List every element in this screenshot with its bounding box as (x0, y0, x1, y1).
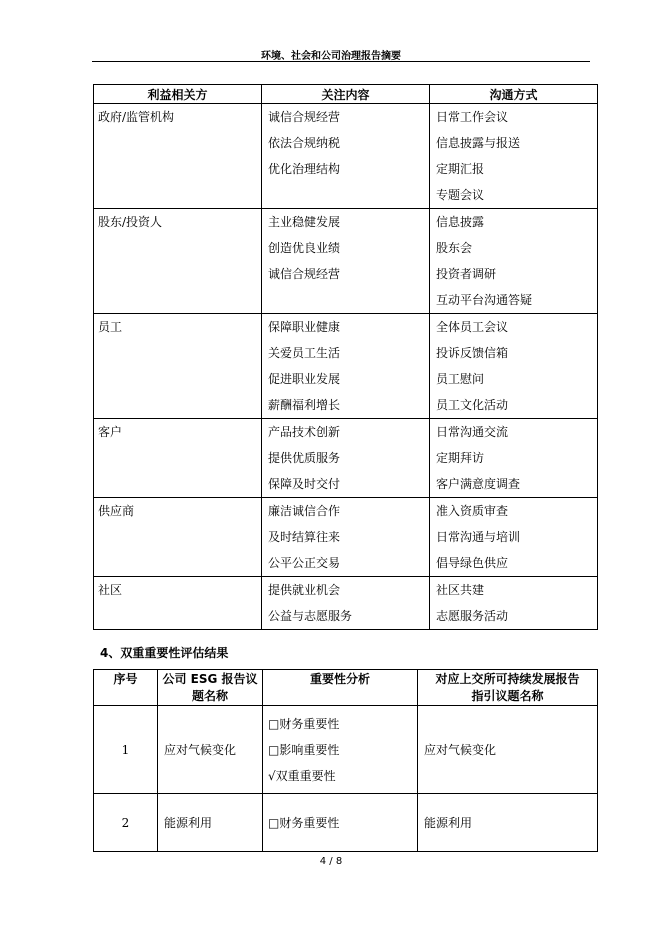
importance-option: □影响重要性 (268, 742, 340, 757)
concern-item: 依法合规纳税 (268, 136, 341, 150)
header-topic (158, 670, 263, 706)
page-number: 4 / 8 (319, 856, 343, 867)
method-item: 准入资质审查 (436, 504, 509, 518)
concern-item: 诚信合规经营 (268, 267, 341, 281)
concerns-cell (262, 209, 430, 314)
concerns-cell (262, 577, 430, 630)
row-number: 1 (94, 706, 158, 794)
header-rule (92, 61, 590, 62)
concern-item: 主业稳健发展 (268, 215, 341, 229)
concern-item: 产品技术创新 (268, 425, 341, 439)
concern-item: 优化治理结构 (268, 162, 341, 176)
method-item: 股东会 (436, 241, 473, 255)
importance-options (263, 706, 418, 794)
concern-item: 廉洁诚信合作 (268, 504, 341, 518)
header-analysis: 重要性分析 (263, 670, 418, 706)
methods-cell (430, 498, 598, 577)
importance-option: √双重重要性 (268, 768, 336, 783)
header-methods: 沟通方式 (430, 85, 598, 104)
concern-item: 提供优质服务 (268, 451, 341, 465)
concern-item: 保障及时交付 (268, 477, 341, 491)
method-item: 投资者调研 (436, 267, 497, 281)
table-row (94, 104, 598, 209)
importance-options (263, 794, 418, 852)
concern-item: 薪酬福利增长 (268, 398, 341, 412)
method-item: 员工慰问 (436, 372, 485, 386)
section-title: 4、双重重要性评估结果 (100, 646, 229, 660)
table-header-row (94, 85, 598, 104)
header-topic-line: 公司 ESG 报告议 (162, 672, 258, 686)
topic-name: 能源利用 (158, 794, 263, 852)
stakeholder-name: 社区 (94, 577, 262, 630)
method-item: 员工文化活动 (436, 398, 509, 412)
concern-item: 关爱员工生活 (268, 346, 341, 360)
concerns-cell (262, 104, 430, 209)
concerns-cell (262, 314, 430, 419)
method-item: 日常工作会议 (436, 110, 509, 124)
concern-item: 创造优良业绩 (268, 241, 341, 255)
table-row (94, 419, 598, 498)
stakeholder-name: 员工 (94, 314, 262, 419)
method-item: 客户满意度调查 (436, 477, 521, 491)
methods-cell (430, 314, 598, 419)
method-item: 专题会议 (436, 188, 485, 202)
concerns-cell (262, 498, 430, 577)
header-topic-line: 题名称 (191, 689, 228, 703)
concerns-cell (262, 419, 430, 498)
header-no: 序号 (94, 670, 158, 706)
stakeholder-name: 供应商 (94, 498, 262, 577)
method-item: 社区共建 (436, 583, 485, 597)
concern-item: 保障职业健康 (268, 320, 341, 334)
method-item: 志愿服务活动 (436, 609, 509, 623)
method-item: 日常沟通与培训 (436, 530, 521, 544)
method-item: 互动平台沟通答疑 (436, 293, 533, 307)
method-item: 全体员工会议 (436, 320, 509, 334)
concern-item: 提供就业机会 (268, 583, 341, 597)
header-mapping-line: 对应上交所可持续发展报告 (435, 672, 580, 686)
stakeholder-name: 政府/监管机构 (94, 104, 262, 209)
concern-item: 公平公正交易 (268, 556, 341, 570)
materiality-table (93, 669, 598, 852)
table-row (94, 577, 598, 630)
stakeholder-name: 客户 (94, 419, 262, 498)
table-row (94, 314, 598, 419)
table-row (94, 209, 598, 314)
method-item: 日常沟通交流 (436, 425, 509, 439)
method-item: 定期汇报 (436, 162, 485, 176)
concern-item: 及时结算往来 (268, 530, 341, 544)
header-stakeholder: 利益相关方 (94, 85, 262, 104)
row-number: 2 (94, 794, 158, 852)
concern-item: 公益与志愿服务 (268, 609, 353, 623)
importance-option: □财务重要性 (268, 815, 340, 830)
importance-option: □财务重要性 (268, 716, 340, 731)
header-mapping-line: 指引议题名称 (471, 689, 544, 703)
methods-cell (430, 419, 598, 498)
concern-item: 诚信合规经营 (268, 110, 341, 124)
method-item: 定期拜访 (436, 451, 485, 465)
stakeholder-table (93, 84, 598, 630)
header-concerns: 关注内容 (262, 85, 430, 104)
table-row (94, 794, 598, 852)
method-item: 信息披露 (436, 215, 485, 229)
methods-cell (430, 209, 598, 314)
table-header-row (94, 670, 598, 706)
topic-name: 应对气候变化 (158, 706, 263, 794)
page-header: 环境、社会和公司治理报告摘要 (261, 51, 401, 62)
stakeholder-name: 股东/投资人 (94, 209, 262, 314)
table-row (94, 706, 598, 794)
method-item: 倡导绿色供应 (436, 556, 509, 570)
methods-cell (430, 104, 598, 209)
table-row (94, 498, 598, 577)
methods-cell (430, 577, 598, 630)
method-item: 投诉反馈信箱 (436, 346, 509, 360)
mapped-topic: 能源利用 (418, 794, 598, 852)
concern-item: 促进职业发展 (268, 372, 341, 386)
header-mapping (418, 670, 598, 706)
method-item: 信息披露与报送 (436, 136, 521, 150)
mapped-topic: 应对气候变化 (418, 706, 598, 794)
